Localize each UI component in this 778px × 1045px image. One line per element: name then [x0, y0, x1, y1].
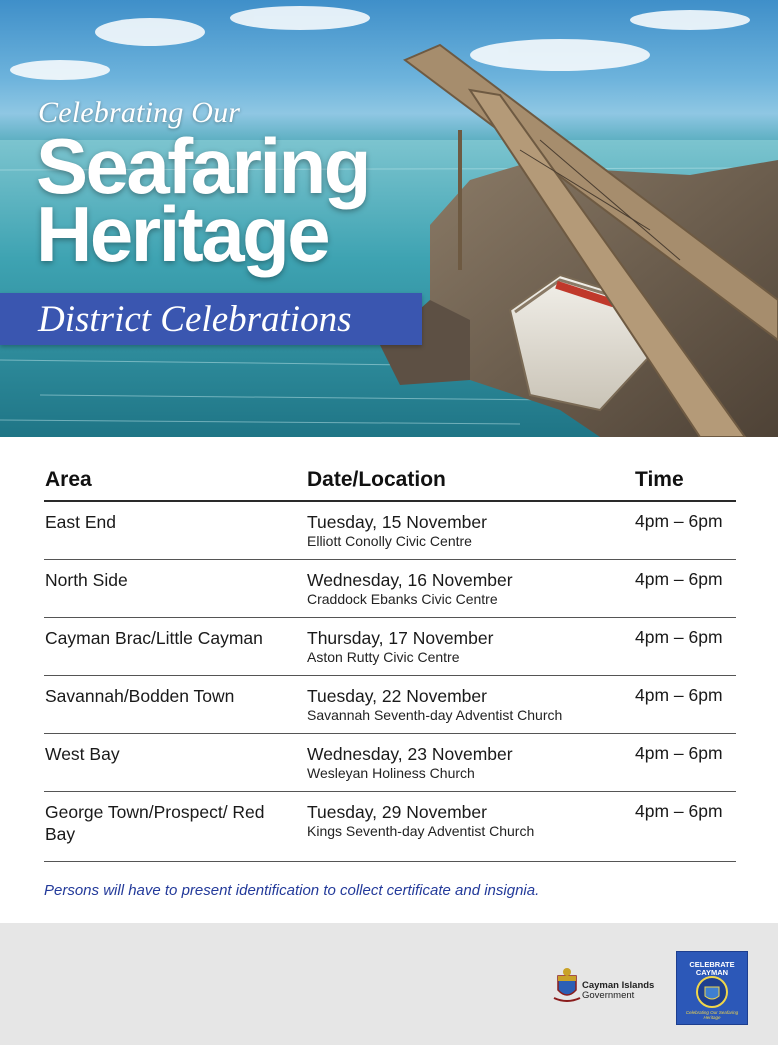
row-location: Kings Seventh-day Adventist Church — [307, 823, 535, 839]
row-time: 4pm – 6pm — [635, 801, 723, 821]
row-time: 4pm – 6pm — [635, 685, 723, 705]
badge-line1: CELEBRATE — [689, 960, 735, 969]
row-location: Aston Rutty Civic Centre — [307, 649, 460, 665]
hero-image — [0, 0, 778, 437]
row-location: Savannah Seventh-day Adventist Church — [307, 707, 563, 723]
row-area: Savannah/Bodden Town — [45, 686, 235, 706]
row-area: George Town/Prospect/ Red Bay — [45, 802, 265, 844]
row-area: East End — [45, 512, 117, 532]
row-location: Wesleyan Holiness Church — [307, 765, 475, 781]
hero-title — [36, 122, 369, 278]
footer — [0, 923, 778, 1045]
row-date: Tuesday, 22 November — [307, 686, 487, 706]
banner-text: District Celebrations — [38, 299, 352, 340]
gov-line2: Government — [582, 990, 635, 1001]
row-time: 4pm – 6pm — [635, 511, 723, 531]
row-time: 4pm – 6pm — [635, 743, 723, 763]
row-date: Tuesday, 29 November — [307, 802, 487, 822]
header-area: Area — [45, 468, 92, 491]
hero-subtitle: Celebrating Our — [38, 96, 241, 129]
row-date: Wednesday, 16 November — [307, 570, 513, 590]
table-row — [44, 502, 736, 560]
district-banner — [0, 293, 422, 345]
row-location: Craddock Ebanks Civic Centre — [307, 591, 498, 607]
row-date: Thursday, 17 November — [307, 628, 494, 648]
row-area: West Bay — [45, 744, 120, 764]
clouds — [10, 6, 750, 80]
table-row — [44, 792, 736, 862]
table-header — [44, 462, 736, 502]
row-time: 4pm – 6pm — [635, 627, 723, 647]
row-date: Wednesday, 23 November — [307, 744, 513, 764]
gov-line1: Cayman Islands — [582, 980, 655, 991]
government-logo-text — [582, 981, 654, 1001]
row-area: North Side — [45, 570, 128, 590]
identification-note: Persons will have to present identification to collect certificate and insignia. — [44, 882, 540, 899]
badge-tagline: Celebrating Our Seafaring Heritage — [685, 1010, 739, 1020]
schedule-table — [44, 462, 736, 862]
table-row — [44, 560, 736, 618]
row-time: 4pm – 6pm — [635, 569, 723, 589]
table-row — [44, 734, 736, 792]
row-area: Cayman Brac/Little Cayman — [45, 628, 263, 648]
table-row — [44, 618, 736, 676]
row-date: Tuesday, 15 November — [307, 512, 487, 532]
table-row — [44, 676, 736, 734]
row-location: Elliott Conolly Civic Centre — [307, 533, 472, 549]
hero-title-line2: Heritage — [36, 190, 329, 278]
celebrate-cayman-badge — [676, 951, 748, 1025]
header-time: Time — [635, 468, 684, 491]
coat-of-arms-icon — [552, 966, 582, 1006]
badge-line2: CAYMAN — [695, 968, 729, 977]
header-date-location: Date/Location — [307, 468, 446, 491]
hero-title-line1: Seafaring — [36, 122, 369, 210]
